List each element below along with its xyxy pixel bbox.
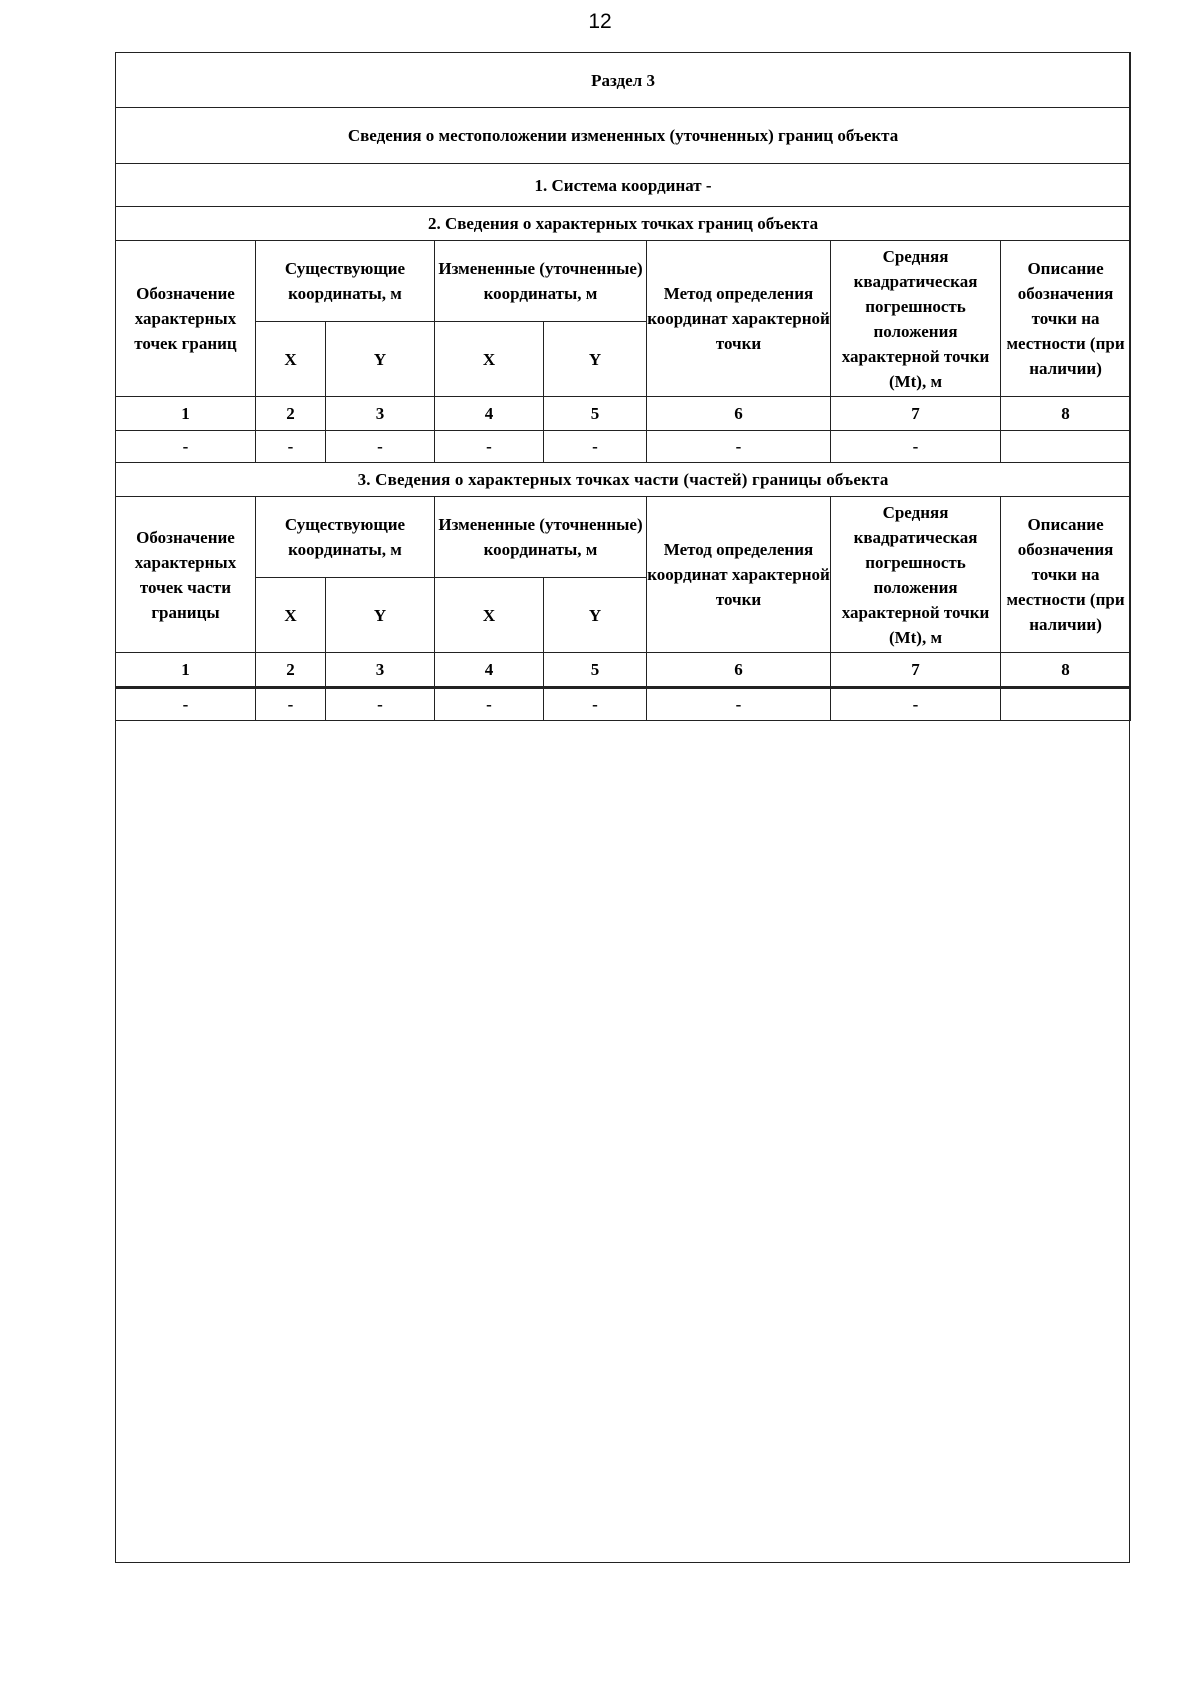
table2-cell: - [544, 688, 647, 721]
table2-header-x-changed: X [435, 578, 544, 653]
table2-col-number: 5 [544, 653, 647, 688]
table1-cell [1001, 431, 1131, 463]
table1-cell: - [544, 431, 647, 463]
coordinate-system-line: 1. Система координат - [116, 164, 1131, 207]
table2-header-y-changed: Y [544, 578, 647, 653]
table1-caption: 2. Сведения о характерных точках границ объекта [116, 207, 1131, 241]
table2-header-error: Средняя квадратическая погрешность положения характерной точки (Mt), м [831, 497, 1001, 653]
table1-header-method: Метод определения координат характерной точки [647, 241, 831, 397]
table1-col-number: 7 [831, 397, 1001, 431]
table1-col-number: 2 [256, 397, 326, 431]
section-subtitle: Сведения о местоположении измененных (уточненных) границ объекта [116, 108, 1131, 164]
table1-col-number: 5 [544, 397, 647, 431]
table1-cell: - [831, 431, 1001, 463]
table1-header-x-changed: X [435, 322, 544, 397]
table2-col-number: 6 [647, 653, 831, 688]
table1-header-designation: Обозначение характерных точек границ [116, 241, 256, 397]
table2-header-changed: Измененные (уточненные) координаты, м [435, 497, 647, 578]
table1-cell: - [435, 431, 544, 463]
table1-col-number: 3 [326, 397, 435, 431]
table1-header-x-existing: X [256, 322, 326, 397]
table1-header-changed: Измененные (уточненные) координаты, м [435, 241, 647, 322]
table1-cell: - [116, 431, 256, 463]
table1-cell: - [647, 431, 831, 463]
page-number: 12 [588, 10, 612, 33]
table2-col-number: 3 [326, 653, 435, 688]
table2-col-number: 1 [116, 653, 256, 688]
table2-header-existing: Существующие координаты, м [256, 497, 435, 578]
table2-cell: - [116, 688, 256, 721]
table1-header-y-changed: Y [544, 322, 647, 397]
table2-col-number: 7 [831, 653, 1001, 688]
table1-header-y-existing: Y [326, 322, 435, 397]
table2-cell: - [326, 688, 435, 721]
table1-header-error: Средняя квадратическая погрешность положения характерной точки (Mt), м [831, 241, 1001, 397]
table2-cell [1001, 688, 1131, 721]
table2-header-y-existing: Y [326, 578, 435, 653]
table2-header-method: Метод определения координат характерной точки [647, 497, 831, 653]
table-row [116, 431, 1131, 463]
table2-cell: - [435, 688, 544, 721]
table2-header-x-existing: X [256, 578, 326, 653]
table1-cell: - [326, 431, 435, 463]
table2-header-designation: Обозначение характерных точек части границы [116, 497, 256, 653]
table-row [116, 688, 1131, 721]
table2-cell: - [831, 688, 1001, 721]
table2-col-number: 4 [435, 653, 544, 688]
section-table [115, 52, 1131, 721]
table2-col-number: 8 [1001, 653, 1131, 688]
table2-header-description: Описание обозначения точки на местности (при наличии) [1001, 497, 1131, 653]
table1-cell: - [256, 431, 326, 463]
table2-cell: - [647, 688, 831, 721]
table1-col-number: 8 [1001, 397, 1131, 431]
table1-col-number: 4 [435, 397, 544, 431]
table1-header-existing: Существующие координаты, м [256, 241, 435, 322]
table2-col-number: 2 [256, 653, 326, 688]
table1-col-number: 1 [116, 397, 256, 431]
table2-cell: - [256, 688, 326, 721]
table1-header-description: Описание обозначения точки на местности (при наличии) [1001, 241, 1131, 397]
section-title: Раздел 3 [116, 53, 1131, 108]
table1-col-number: 6 [647, 397, 831, 431]
table2-caption: 3. Сведения о характерных точках части (частей) границы объекта [116, 463, 1131, 497]
